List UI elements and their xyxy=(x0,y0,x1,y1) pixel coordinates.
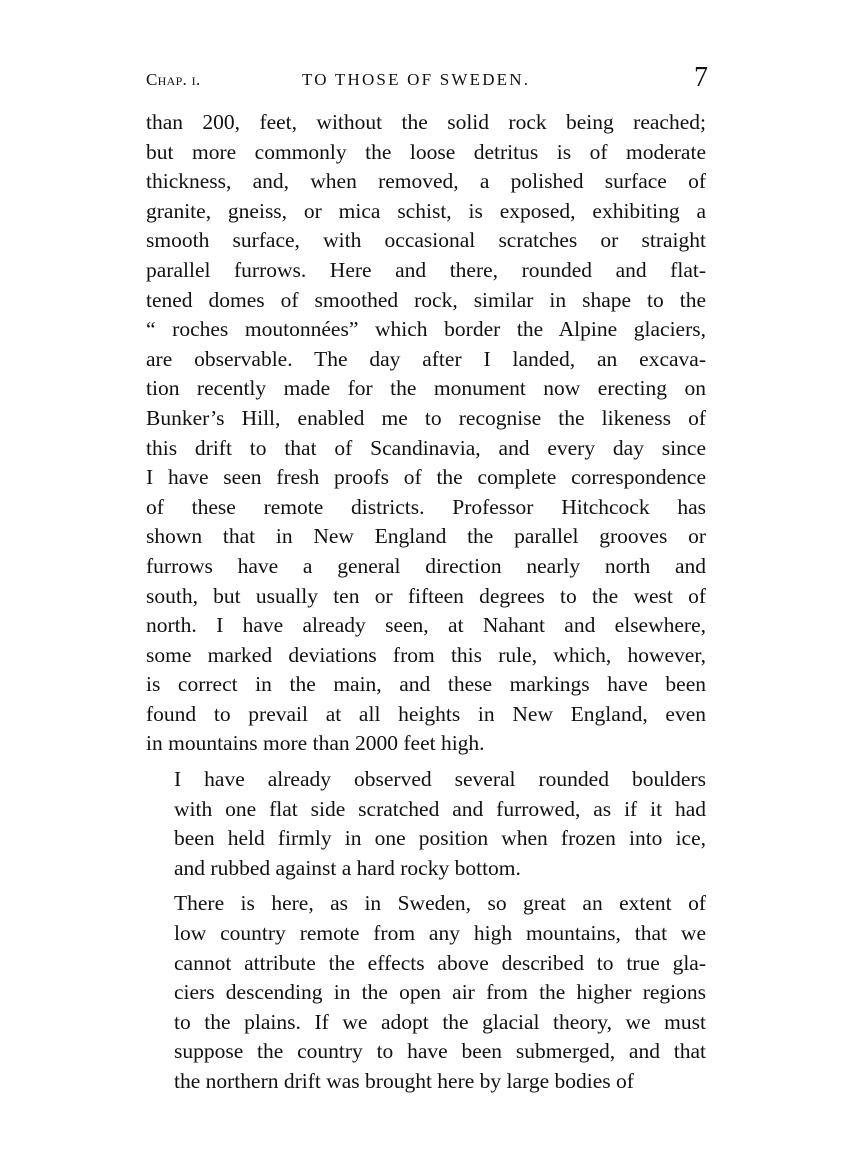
text-line: to the plains. If we adopt the glacial theory, we must xyxy=(174,1009,706,1034)
text-line: north. I have already seen, at Nahant and elsewhere, xyxy=(146,613,706,638)
text-line: “ roches moutonnées” which border the Alpine glaciers, xyxy=(146,317,706,342)
text-line: thickness, and, when removed, a polished surface of xyxy=(146,169,706,194)
text-line: suppose the country to have been submerged, and that xyxy=(174,1039,706,1064)
paragraph-1 xyxy=(146,108,706,759)
text-line: been held firmly in one position when frozen into ice, xyxy=(174,826,706,851)
page-number: 7 xyxy=(694,62,708,93)
text-line: found to prevail at all heights in New England, even xyxy=(146,701,706,726)
text-line: tened domes of smoothed rock, similar in shape to the xyxy=(146,287,706,312)
text-line: but more commonly the loose detritus is of moderate xyxy=(146,139,706,164)
body-text xyxy=(146,108,706,1097)
text-line: than 200, feet, without the solid rock being reached; xyxy=(146,110,706,134)
text-line: and rubbed against a hard rocky bottom. xyxy=(174,855,521,880)
text-line: smooth surface, with occasional scratches or straight xyxy=(146,228,706,253)
running-title: TO THOSE OF SWEDEN. xyxy=(302,70,531,89)
chapter-label: Chap. i. xyxy=(146,70,201,89)
text-line: tion recently made for the monument now erecting on xyxy=(146,376,706,401)
text-line: the northern drift was brought here by large bodies of xyxy=(174,1069,634,1093)
text-line: some marked deviations from this rule, which, however, xyxy=(146,642,706,667)
text-line: There is here, as in Sweden, so great an extent of xyxy=(174,891,706,916)
text-line: with one flat side scratched and furrowed, as if it had xyxy=(174,796,706,821)
text-line: granite, gneiss, or mica schist, is exposed, exhibiting a xyxy=(146,198,706,223)
text-line: are observable. The day after I landed, an excava- xyxy=(146,346,706,371)
text-line: parallel furrows. Here and there, rounded and flat- xyxy=(146,257,706,282)
text-line: furrows have a general direction nearly north and xyxy=(146,553,706,578)
running-head xyxy=(146,64,708,94)
text-line: I have seen fresh proofs of the complete correspondence xyxy=(146,465,706,490)
text-line: south, but usually ten or fifteen degrees to the west of xyxy=(146,583,706,608)
text-line: this drift to that of Scandinavia, and every day since xyxy=(146,435,706,460)
text-line: cannot attribute the effects above described to true gla- xyxy=(174,950,706,975)
text-line: low country remote from any high mountains, that we xyxy=(174,921,706,946)
paragraph-3 xyxy=(146,889,706,1096)
text-line: Bunker’s Hill, enabled me to recognise the likeness of xyxy=(146,405,706,430)
text-line: in mountains more than 2000 feet high. xyxy=(146,731,485,756)
paragraph-2 xyxy=(146,765,706,883)
text-line: shown that in New England the parallel grooves or xyxy=(146,524,706,549)
text-line: I have already observed several rounded boulders xyxy=(174,767,706,792)
text-line: ciers descending in the open air from the higher regions xyxy=(174,980,706,1005)
text-line: is correct in the main, and these markings have been xyxy=(146,672,706,697)
text-line: of these remote districts. Professor Hitchcock has xyxy=(146,494,706,519)
